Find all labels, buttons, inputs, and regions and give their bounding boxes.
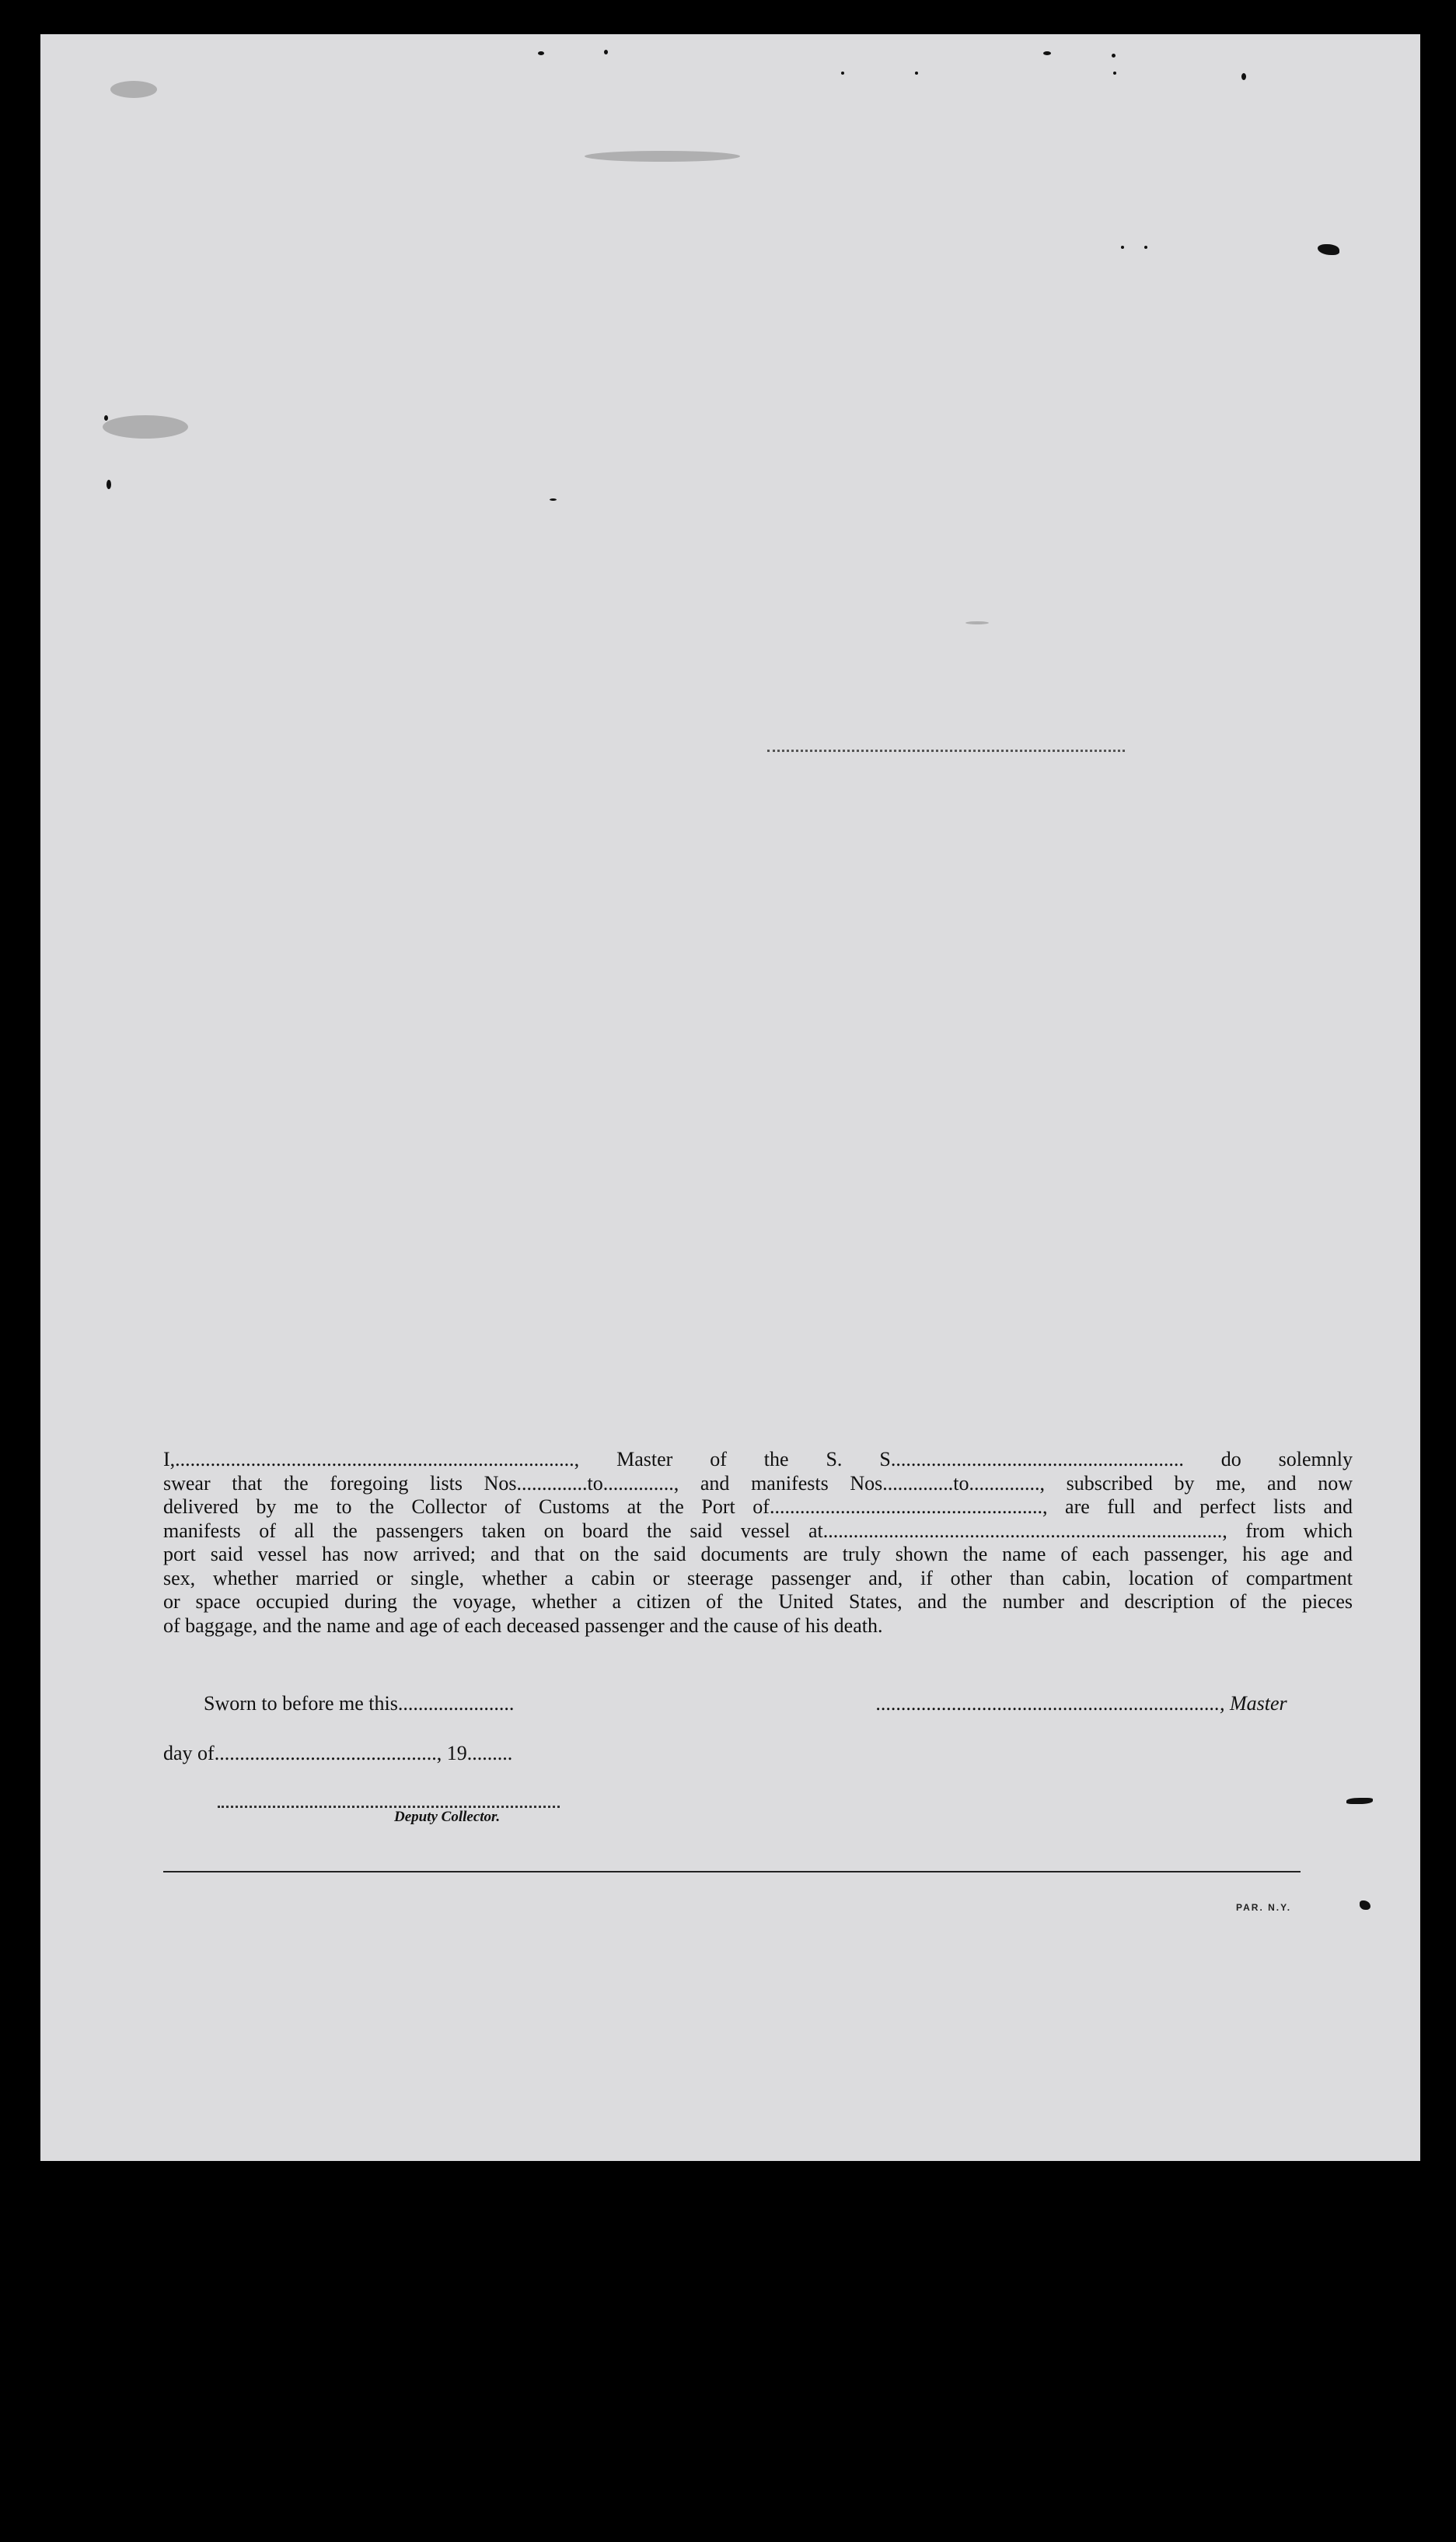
faint-mark bbox=[103, 415, 188, 439]
scan-speck bbox=[841, 72, 844, 75]
faint-mark bbox=[110, 81, 157, 98]
scan-speck bbox=[1360, 1900, 1370, 1910]
oath-line-1: I,..............................................................................., Master of the S. S.......................................................... do solemnly bbox=[163, 1448, 1353, 1470]
faint-dotted-row bbox=[767, 750, 1125, 752]
scan-speck bbox=[1113, 72, 1116, 75]
scan-speck bbox=[1241, 73, 1246, 80]
oath-line-2: swear that the foregoing lists Nos..............to.............., and manifests Nos..............to.............., subscribed by me, and now bbox=[163, 1471, 1353, 1495]
deputy-collector-signature-line bbox=[218, 1806, 560, 1808]
scan-speck bbox=[1043, 51, 1051, 55]
day-line: day of............................................, 19......... bbox=[163, 1742, 513, 1764]
scan-speck bbox=[106, 480, 111, 489]
scan-speck bbox=[550, 498, 557, 501]
scan-speck bbox=[1346, 1798, 1373, 1804]
deputy-collector-label: Deputy Collector. bbox=[394, 1809, 501, 1825]
horizontal-rule bbox=[163, 1871, 1301, 1872]
scan-speck bbox=[915, 72, 918, 75]
scan-speck bbox=[1121, 246, 1124, 249]
scan-speck bbox=[1318, 244, 1339, 255]
oath-line-5: port said vessel has now arrived; and that on the said documents are truly shown the name of each passenger, his age and bbox=[163, 1543, 1353, 1565]
oath-line-8: of baggage, and the name and age of each deceased passenger and the cause of his death. bbox=[163, 1614, 883, 1637]
scan-speck bbox=[104, 415, 108, 421]
scan-speck bbox=[538, 51, 544, 55]
oath-line-4: manifests of all the passengers taken on board the said vessel at..............................................................................., from which bbox=[163, 1519, 1353, 1542]
master-signature-line: ...................................................................., Master bbox=[876, 1692, 1287, 1715]
oath-line-3: delivered by me to the Collector of Customs at the Port of......................................................, are full and perfect lists and bbox=[163, 1495, 1353, 1518]
oath-line-6: sex, whether married or single, whether a cabin or steerage passenger and, if other than cabin, location of compartment bbox=[163, 1566, 1353, 1589]
oath-paragraph bbox=[163, 1448, 1353, 1638]
faint-mark bbox=[585, 151, 740, 162]
form-sheet bbox=[40, 34, 1420, 2161]
scan-speck bbox=[604, 50, 608, 54]
faint-mark bbox=[965, 621, 989, 624]
oath-line-7: or space occupied during the voyage, whether a citizen of the United States, and the number and description of the pieces bbox=[163, 1590, 1353, 1613]
printer-mark: PAR. N.Y. bbox=[1236, 1902, 1292, 1913]
scan-speck bbox=[1112, 54, 1116, 58]
sworn-line: Sworn to before me this....................... bbox=[204, 1692, 515, 1715]
scan-speck bbox=[1144, 246, 1147, 249]
